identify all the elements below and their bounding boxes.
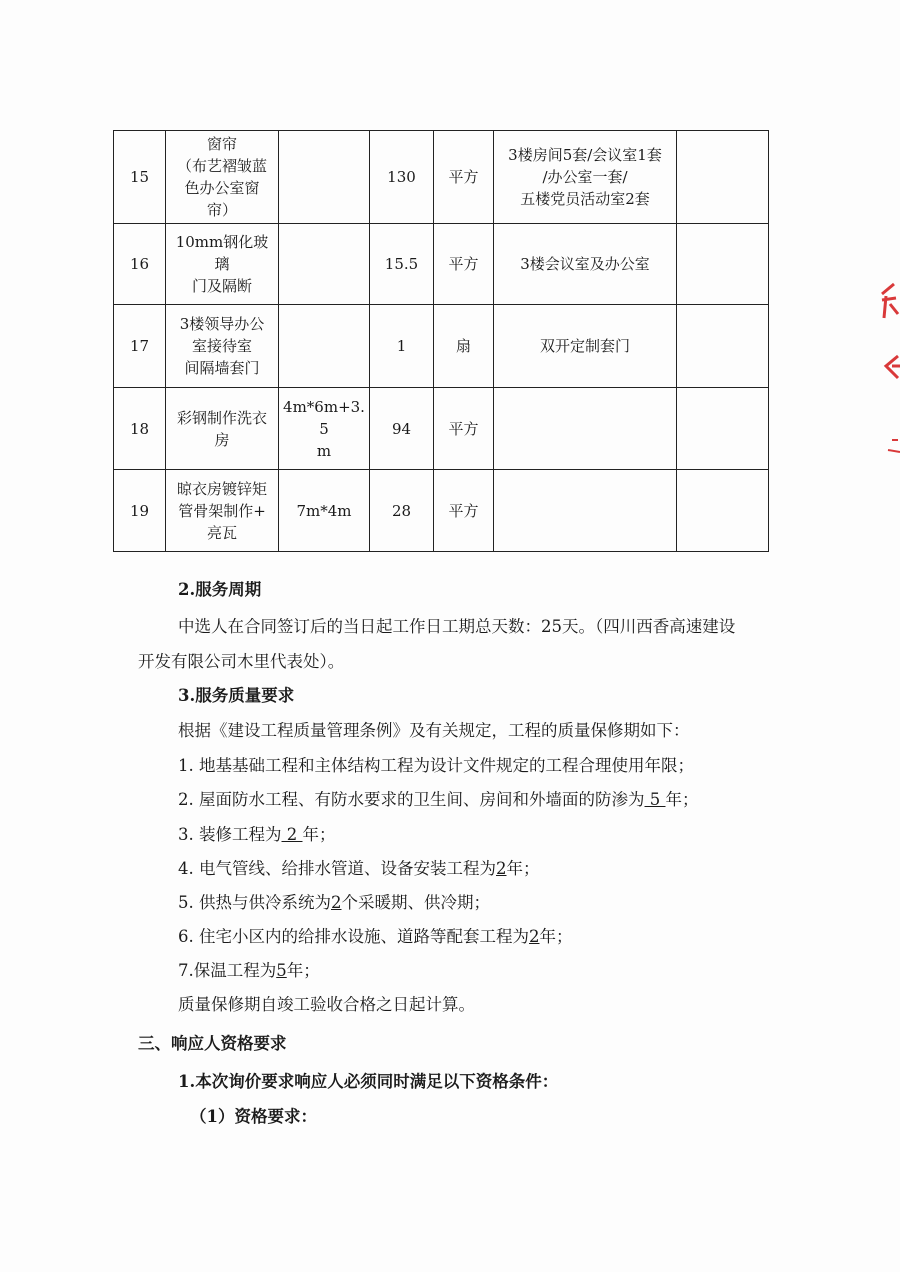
table-row xyxy=(114,305,769,388)
items-table xyxy=(113,130,769,552)
cell-remark: 3楼会议室及办公室 xyxy=(494,224,677,305)
quality-item-2: 2. 屋面防水工程、有防水要求的卫生间、房间和外墙面的防渗为 5 年； xyxy=(178,790,699,809)
quality-item-3: 3. 装修工程为 2 年； xyxy=(178,825,336,844)
cell-no: 19 xyxy=(114,470,166,552)
cell-spec: 4m*6m+3.5 m xyxy=(279,388,370,470)
cell-extra xyxy=(677,470,769,552)
service-period-text: 中选人在合同签订后的当日起工作日工期总天数：25天。（四川西香高速建设 xyxy=(178,617,736,636)
cell-no: 16 xyxy=(114,224,166,305)
cell-unit: 平方 xyxy=(434,388,494,470)
table-row xyxy=(114,224,769,305)
cell-no: 18 xyxy=(114,388,166,470)
table-row xyxy=(114,388,769,470)
cell-unit: 平方 xyxy=(434,470,494,552)
cell-remark: 双开定制套门 xyxy=(494,305,677,388)
cell-extra xyxy=(677,305,769,388)
cell-unit: 扇 xyxy=(434,305,494,388)
items-table-body xyxy=(114,131,769,552)
cell-qty: 28 xyxy=(370,470,434,552)
cell-name: 彩钢制作洗衣 房 xyxy=(166,388,279,470)
cell-extra xyxy=(677,388,769,470)
cell-remark: 3楼房间5套/会议室1套 /办公室一套/ 五楼党员活动室2套 xyxy=(494,131,677,224)
cell-name: 窗帘 （布艺褶皱蓝 色办公室窗 帘） xyxy=(166,131,279,224)
qualification-heading: 三、响应人资格要求 xyxy=(138,1034,287,1053)
service-period-text-cont: 开发有限公司木里代表处）。 xyxy=(138,652,345,671)
quality-heading: 3.服务质量要求 xyxy=(178,686,295,705)
cell-no: 15 xyxy=(114,131,166,224)
cell-qty: 130 xyxy=(370,131,434,224)
cell-qty: 94 xyxy=(370,388,434,470)
quality-end: 质量保修期自竣工验收合格之日起计算。 xyxy=(178,995,475,1014)
service-period-heading: 2.服务周期 xyxy=(178,580,262,599)
cell-name: 10mm钢化玻璃 门及隔断 xyxy=(166,224,279,305)
cell-unit: 平方 xyxy=(434,224,494,305)
cell-qty: 15.5 xyxy=(370,224,434,305)
quality-item-4: 4. 电气管线、给排水管道、设备安装工程为2年； xyxy=(178,859,540,878)
cell-spec xyxy=(279,305,370,388)
cell-qty: 1 xyxy=(370,305,434,388)
cell-spec xyxy=(279,224,370,305)
table-row xyxy=(114,131,769,224)
cell-extra xyxy=(677,224,769,305)
cell-spec xyxy=(279,131,370,224)
quality-item-5: 5. 供热与供冷系统为2个采暖期、供冷期； xyxy=(178,893,490,912)
quality-item-7: 7.保温工程为5年； xyxy=(178,961,320,980)
cell-name: 3楼领导办公 室接待室 间隔墙套门 xyxy=(166,305,279,388)
seal-fragment xyxy=(872,270,900,470)
cell-no: 17 xyxy=(114,305,166,388)
qualification-sub2: （1）资格要求： xyxy=(190,1107,317,1126)
table-row xyxy=(114,470,769,552)
cell-remark xyxy=(494,388,677,470)
quality-item-1: 1. 地基基础工程和主体结构工程为设计文件规定的工程合理使用年限； xyxy=(178,756,694,775)
cell-name: 晾衣房镀锌矩 管骨架制作+ 亮瓦 xyxy=(166,470,279,552)
cell-spec: 7m*4m xyxy=(279,470,370,552)
quality-item-6: 6. 住宅小区内的给排水设施、道路等配套工程为2年； xyxy=(178,927,573,946)
qualification-sub: 1.本次询价要求响应人必须同时满足以下资格条件： xyxy=(178,1072,559,1091)
cell-unit: 平方 xyxy=(434,131,494,224)
cell-extra xyxy=(677,131,769,224)
cell-remark xyxy=(494,470,677,552)
quality-intro: 根据《建设工程质量管理条例》及有关规定，工程的质量保修期如下： xyxy=(178,721,690,740)
